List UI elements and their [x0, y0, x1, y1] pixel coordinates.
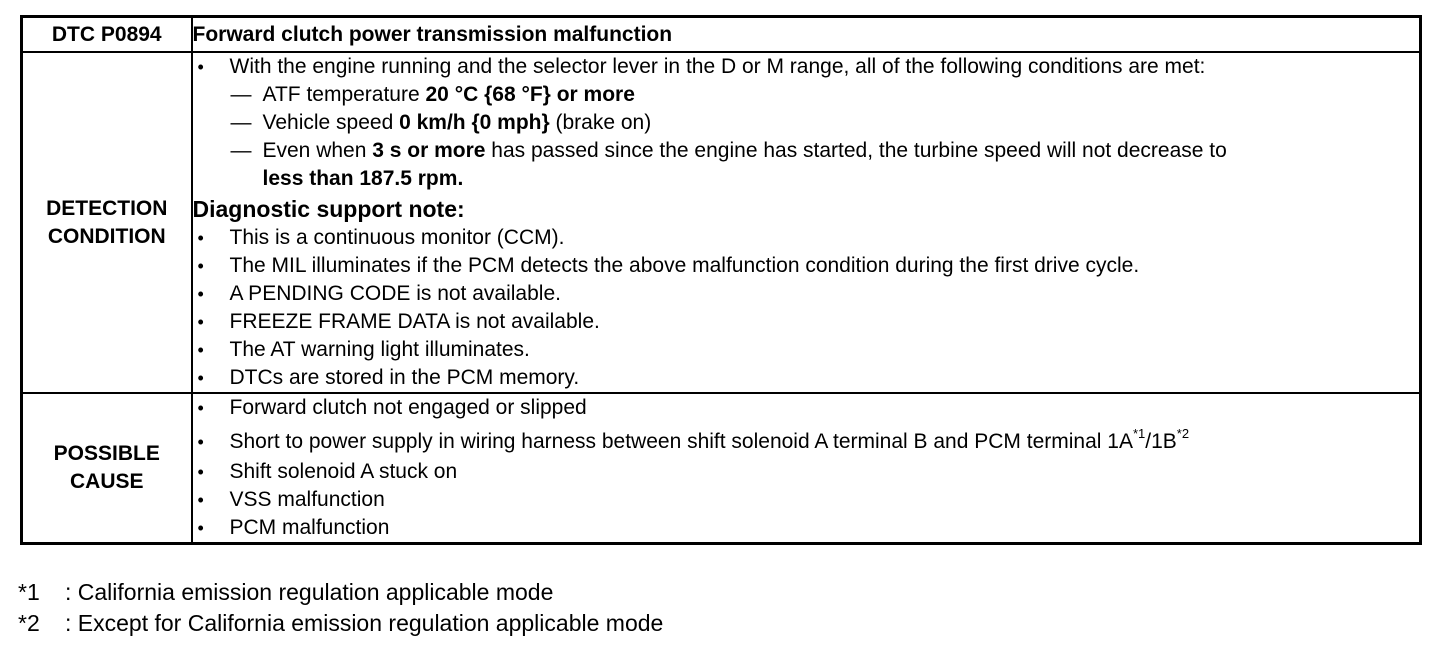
possible-cause-label: [22, 393, 192, 544]
dtc-table: [20, 15, 1422, 545]
cause-item: • Forward clutch not engaged or slipped: [193, 394, 1420, 422]
footnote-text: : California emission regulation applicable mode: [65, 579, 554, 605]
detection-condition-body: [192, 52, 1421, 393]
footnote: [18, 577, 663, 608]
detection-main-bullet: • With the engine running and the selector lever in the D or M range, all of the following conditions are met:: [193, 53, 1420, 81]
support-note: • FREEZE FRAME DATA is not available.: [193, 308, 1420, 336]
detection-condition-row: [22, 52, 1421, 393]
condition-turbine-speed-cont: less than 187.5 rpm.: [262, 167, 464, 190]
dash-mark: —: [230, 111, 252, 134]
cause-item: • PCM malfunction: [193, 514, 1420, 542]
footnotes: [18, 577, 663, 639]
condition-turbine-speed: — Even when 3 s or more has passed since the engine has started, the turbine speed will not decrease to: [193, 137, 1420, 165]
footnote-mark: *2: [18, 610, 40, 636]
cause-label-line2: CAUSE: [69, 470, 144, 493]
dash-mark: —: [230, 139, 252, 162]
cause-item: • VSS malfunction: [193, 486, 1420, 514]
diagnostic-support-heading: Diagnostic support note:: [192, 196, 465, 222]
support-note: • DTCs are stored in the PCM memory.: [193, 364, 1420, 392]
support-note: • The MIL illuminates if the PCM detects the above malfunction condition during the first drive cycle.: [193, 252, 1420, 280]
footnote-text: : Except for California emission regulation applicable mode: [65, 610, 664, 636]
dtc-code: DTC P0894: [22, 17, 192, 53]
cause-item: • Shift solenoid A stuck on: [193, 458, 1420, 486]
header-row: [22, 17, 1421, 53]
cause-item: • Short to power supply in wiring harness between shift solenoid A terminal B and PCM terminal $1A^{*1}/1B^{*2}$: [193, 428, 1420, 456]
support-note: • A PENDING CODE is not available.: [193, 280, 1420, 308]
footnote: [18, 608, 663, 639]
condition-atf-temperature: — ATF temperature 20 °C {68 °F} or more: [193, 81, 1420, 109]
possible-cause-body: [192, 393, 1421, 544]
possible-cause-row: [22, 393, 1421, 544]
footnote-ref: *1: [1132, 426, 1146, 441]
detection-label-line2: CONDITION: [47, 224, 166, 248]
detection-condition-label: [22, 52, 192, 393]
condition-vehicle-speed: — Vehicle speed 0 km/h {0 mph} (brake on): [193, 109, 1420, 137]
detection-label-line1: DETECTION: [46, 196, 168, 220]
cause-label-line1: POSSIBLE: [53, 442, 160, 465]
support-note: • This is a continuous monitor (CCM).: [193, 224, 1420, 252]
support-note: • The AT warning light illuminates.: [193, 336, 1420, 364]
dtc-title: Forward clutch power transmission malfunction: [192, 17, 1421, 53]
dash-mark: —: [230, 83, 252, 106]
footnote-ref: *2: [1176, 426, 1190, 441]
footnote-mark: *1: [18, 579, 40, 605]
